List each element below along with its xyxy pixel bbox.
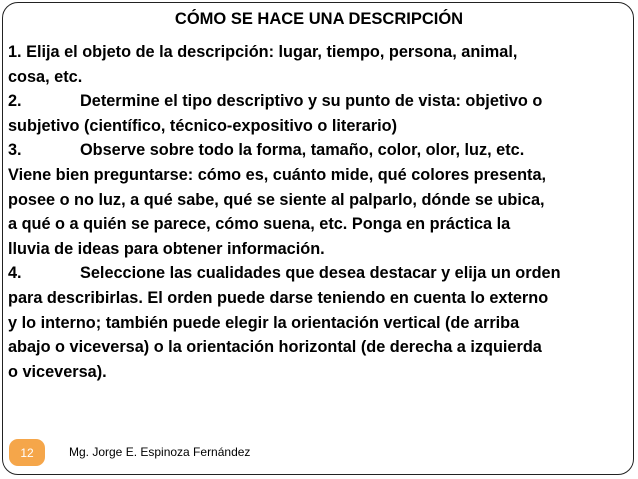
body-line-text: cosa, etc. <box>8 67 83 86</box>
body-line <box>8 261 634 286</box>
body-line-text: 1. Elija el objeto de la descripción: lugar, tiempo, persona, animal, <box>8 43 518 61</box>
step-number: 4. <box>8 264 22 283</box>
step-number: 3. <box>8 141 22 160</box>
body-line-text: lluvia de ideas para obtener información. <box>8 239 325 258</box>
body-line <box>8 286 634 311</box>
body-line <box>8 360 634 385</box>
slide-body <box>8 40 634 384</box>
body-line <box>8 65 634 90</box>
body-line <box>8 40 634 65</box>
page-number: 12 <box>20 445 34 460</box>
body-line-text: y lo interno; también puede elegir la orientación vertical (de arriba <box>8 313 520 332</box>
body-line <box>8 311 634 336</box>
body-line-text: a qué o a quién se parece, cómo suena, etc. Ponga en práctica la <box>8 215 511 234</box>
body-line <box>8 212 634 237</box>
body-line-text: para describirlas. El orden puede darse teniendo en cuenta lo externo <box>8 288 549 307</box>
body-line <box>8 89 634 114</box>
page-number-badge <box>9 439 45 466</box>
body-line <box>8 163 634 188</box>
body-line <box>8 237 634 262</box>
body-line-text: Determine el tipo descriptivo y su punto de vista: objetivo o <box>80 92 543 111</box>
footer-author: Mg. Jorge E. Espinoza Fernández <box>69 445 251 459</box>
slide-title: CÓMO SE HACE UNA DESCRIPCIÓN <box>174 10 464 28</box>
body-line-text: o viceversa). <box>8 362 107 381</box>
body-line-text: posee o no luz, a qué sabe, qué se siente al palparlo, dónde se ubica, <box>8 190 545 209</box>
body-line <box>8 188 634 213</box>
body-line-text: Seleccione las cualidades que desea destacar y elija un orden <box>80 264 561 283</box>
body-line <box>8 138 634 163</box>
body-line-text: Observe sobre todo la forma, tamaño, color, olor, luz, etc. <box>80 141 525 160</box>
body-line-text: subjetivo (científico, técnico-expositivo o literario) <box>8 116 398 135</box>
body-line-text: abajo o viceversa) o la orientación horizontal (de derecha a izquierda <box>8 338 542 357</box>
body-line-text: Viene bien preguntarse: cómo es, cuánto mide, qué colores presenta, <box>8 165 547 184</box>
step-number: 2. <box>8 92 22 111</box>
body-line <box>8 114 634 139</box>
body-line <box>8 335 634 360</box>
